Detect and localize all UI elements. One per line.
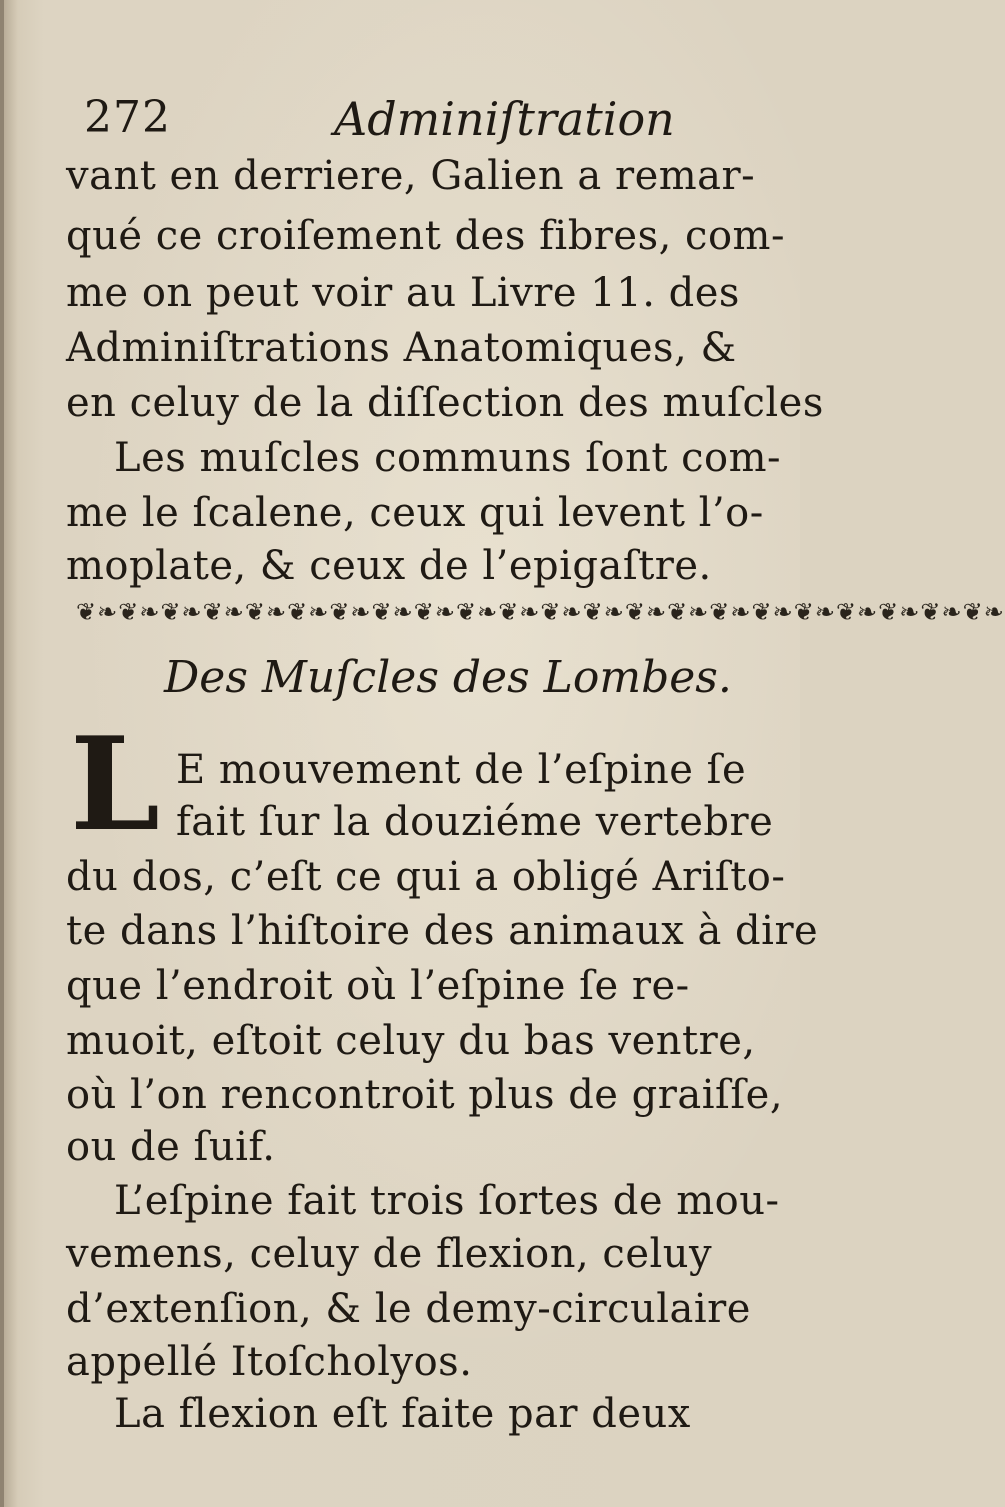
- text-line: du dos, c’eſt ce qui a obligé Ariſto-: [66, 854, 786, 900]
- text-line: me on peut voir au Livre 11. des: [66, 270, 740, 316]
- page-number: 272: [84, 92, 171, 143]
- text-line: appellé Itoſcholyos.: [66, 1339, 473, 1385]
- text-line: où l’on rencontroit plus de graiſſe,: [66, 1072, 784, 1118]
- text-line: moplate, & ceux de l’epigaſtre.: [66, 543, 712, 589]
- section-title: Des Muſcles des Lombes.: [164, 652, 732, 703]
- text-line: E mouvement de l’eſpine ſe: [176, 747, 747, 793]
- text-line: Les muſcles communs ſont com-: [114, 435, 782, 481]
- text-line: d’extenſion, & le demy-circulaire: [66, 1286, 751, 1332]
- text-line: qué ce croiſement des fibres, com-: [66, 213, 785, 259]
- drop-cap: L: [70, 710, 160, 860]
- text-line: ou de ſuif.: [66, 1124, 276, 1170]
- running-head: Adminiſtration: [334, 92, 675, 146]
- text-line: fait ſur la douziéme vertebre: [176, 799, 774, 845]
- text-line: te dans l’hiſtoire des animaux à dire: [66, 908, 819, 954]
- text-line: La flexion eſt faite par deux: [114, 1391, 691, 1437]
- page-header: [84, 92, 764, 152]
- text-line: muoit, eſtoit celuy du bas ventre,: [66, 1018, 756, 1064]
- text-line: en celuy de la diſſection des muſcles: [66, 380, 824, 426]
- text-line: L’eſpine fait trois ſortes de mou-: [114, 1178, 780, 1224]
- text-line: me le ſcalene, ceux qui levent l’o-: [66, 490, 764, 536]
- text-line: vant en derriere, Galien a remar-: [66, 153, 756, 199]
- text-line: Adminiſtrations Anatomiques, &: [66, 325, 737, 371]
- decorative-ornament-band: ❦❧❦❧❦❧❦❧❦❧❦❧❦❧❦❧❦❧❦❧❦❧❦❧❦❧❦❧❦❧❦❧❦❧❦❧❦❧❦❧❦❧❦❧: [76, 598, 1005, 626]
- text-line: que l’endroit où l’eſpine ſe re-: [66, 963, 690, 1009]
- text-line: vemens, celuy de flexion, celuy: [66, 1231, 713, 1277]
